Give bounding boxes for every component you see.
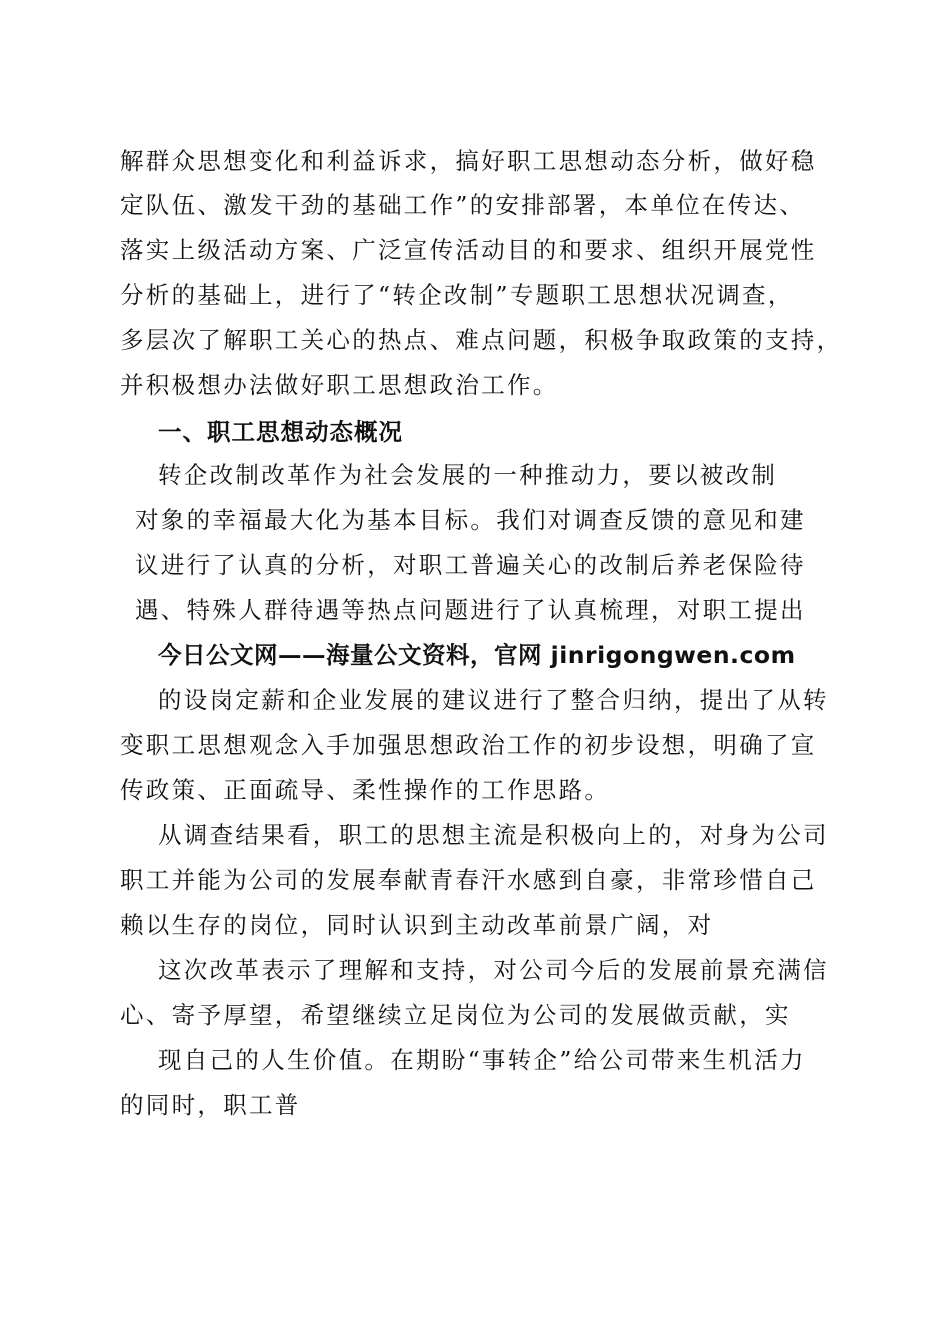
body-text-line: 赖以生存的岗位，同时认识到主动改革前景广阔，对 — [120, 911, 714, 939]
body-text-line: 并积极想办法做好职工思想政治工作。 — [120, 371, 559, 399]
body-text-line: 转企改制改革作为社会发展的一种推动力，要以被改制 — [158, 461, 778, 489]
body-text-line: 议进行了认真的分析，对职工普遍关心的改制后养老保险待 — [135, 551, 806, 579]
body-text-line: 现自己的人生价值。在期盼“事转企”给公司带来生机活力 — [158, 1046, 806, 1074]
website-banner: 今日公文网——海量公文资料，官网 jinrigongwen.com — [158, 641, 796, 669]
body-text-line: 多层次了解职工关心的热点、难点问题，积极争取政策的支持， — [120, 326, 843, 354]
body-text-line: 遇、特殊人群待遇等热点问题进行了认真梳理，对职工提出 — [135, 596, 806, 624]
body-text-line: 的设岗定薪和企业发展的建议进行了整合归纳，提出了从转 — [158, 686, 829, 714]
body-text-line: 分析的基础上，进行了“转企改制”专题职工思想状况调查， — [120, 281, 794, 309]
body-text-line: 落实上级活动方案、广泛宣传活动目的和要求、组织开展党性 — [120, 236, 817, 264]
body-text-line: 这次改革表示了理解和支持，对公司今后的发展前景充满信 — [158, 956, 829, 984]
body-text-line: 传政策、正面疏导、柔性操作的工作思路。 — [120, 776, 611, 804]
body-text-line: 的同时，职工普 — [120, 1091, 301, 1119]
section-heading: 一、职工思想动态概况 — [158, 418, 403, 446]
body-text-line: 从调查结果看，职工的思想主流是积极向上的，对身为公司 — [158, 821, 829, 849]
body-text-line: 对象的幸福最大化为基本目标。我们对调查反馈的意见和建 — [135, 506, 806, 534]
body-text-line: 定队伍、激发干劲的基础工作”的安排部署，本单位在传达、 — [120, 191, 806, 219]
body-text-line: 心、寄予厚望，希望继续立足岗位为公司的发展做贡献，实 — [120, 1001, 791, 1029]
body-text-line: 解群众思想变化和利益诉求，搞好职工思想动态分析，做好稳 — [120, 147, 817, 175]
body-text-line: 变职工思想观念入手加强思想政治工作的初步设想，明确了宣 — [120, 731, 817, 759]
body-text-line: 职工并能为公司的发展奉献青春汗水感到自豪，非常珍惜自己 — [120, 866, 817, 894]
